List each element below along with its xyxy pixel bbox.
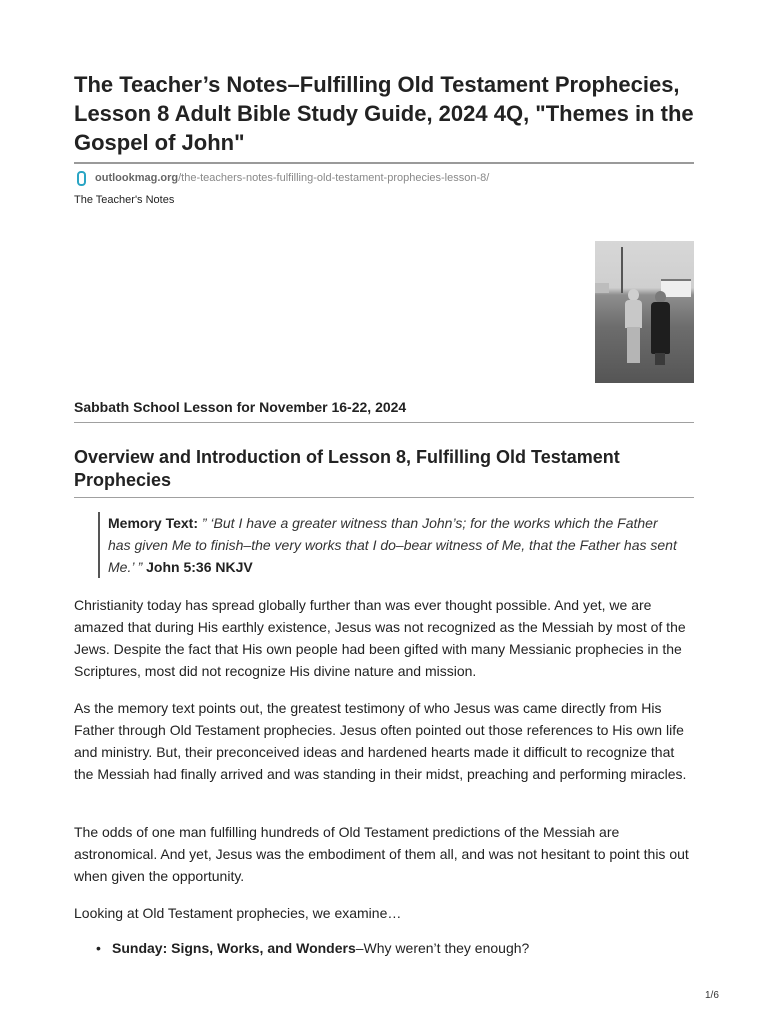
list-item-title: Sunday: Signs, Works, and Wonders (112, 940, 356, 956)
memory-text-reference: John 5:36 NKJV (146, 559, 253, 575)
list-item-text: –Why weren’t they enough? (355, 940, 530, 956)
title-divider (74, 162, 694, 164)
category-label: The Teacher's Notes (74, 194, 175, 206)
memory-text-quote: ” ‘But I have a greater witness than John’s; for the works which the Father has given Me to finish–the very works that I do–bear witness of Me, that the Father has sent Me.’ ” (108, 515, 677, 575)
paragraph: Christianity today has spread globally further than was ever thought possible. And yet, we are amazed that during His earthly existence, Jesus was not recognized as the Messiah by most of the Jews. Despite the fact that His own people had been gifted with many Messianic prophecies in the Scriptures, most did not recognize His divine nature and mission. (74, 597, 686, 679)
source-host[interactable]: outlookmag.org (95, 172, 179, 184)
heading-divider (74, 497, 694, 498)
source-link[interactable] (74, 169, 489, 187)
subtitle-divider (74, 422, 694, 423)
memory-text-blockquote (98, 512, 678, 578)
list-item (74, 937, 694, 959)
memory-text-label: Memory Text: (108, 515, 198, 531)
lesson-date-subtitle: Sabbath School Lesson for November 16-22, 2024 (74, 399, 407, 415)
paragraph: As the memory text points out, the greatest testimony of who Jesus was came directly from His Father through Old Testament prophecies. Jesus often pointed out those references to His own life and ministry. But, their preconceived ideas and hardened hearts made it difficult to recognize that the Messiah had finally arrived and was standing in their midst, preaching and performing miracles. (74, 700, 687, 782)
section-heading: Overview and Introduction of Lesson 8, Fulfilling Old Testament Prophecies (74, 447, 620, 490)
page-title: The Teacher’s Notes–Fulfilling Old Testament Prophecies, Lesson 8 Adult Bible Study Guide, 2024 4Q, "Themes in the Gospel of John" (74, 72, 694, 155)
page-number: 1/6 (705, 990, 719, 1001)
paragraph: Looking at Old Testament prophecies, we examine… (74, 905, 402, 921)
source-path[interactable]: /the-teachers-notes-fulfilling-old-testament-prophecies-lesson-8/ (178, 172, 490, 184)
vintage-couple-photo (595, 241, 694, 383)
paragraph: The odds of one man fulfilling hundreds of Old Testament predictions of the Messiah are astronomical. And yet, Jesus was the embodiment of them all, and was not hesitant to point this out when given the opportunity. (74, 824, 689, 884)
topic-list (74, 937, 694, 959)
link-pin-icon (77, 171, 86, 186)
bullet-dot-icon: • (96, 940, 101, 956)
